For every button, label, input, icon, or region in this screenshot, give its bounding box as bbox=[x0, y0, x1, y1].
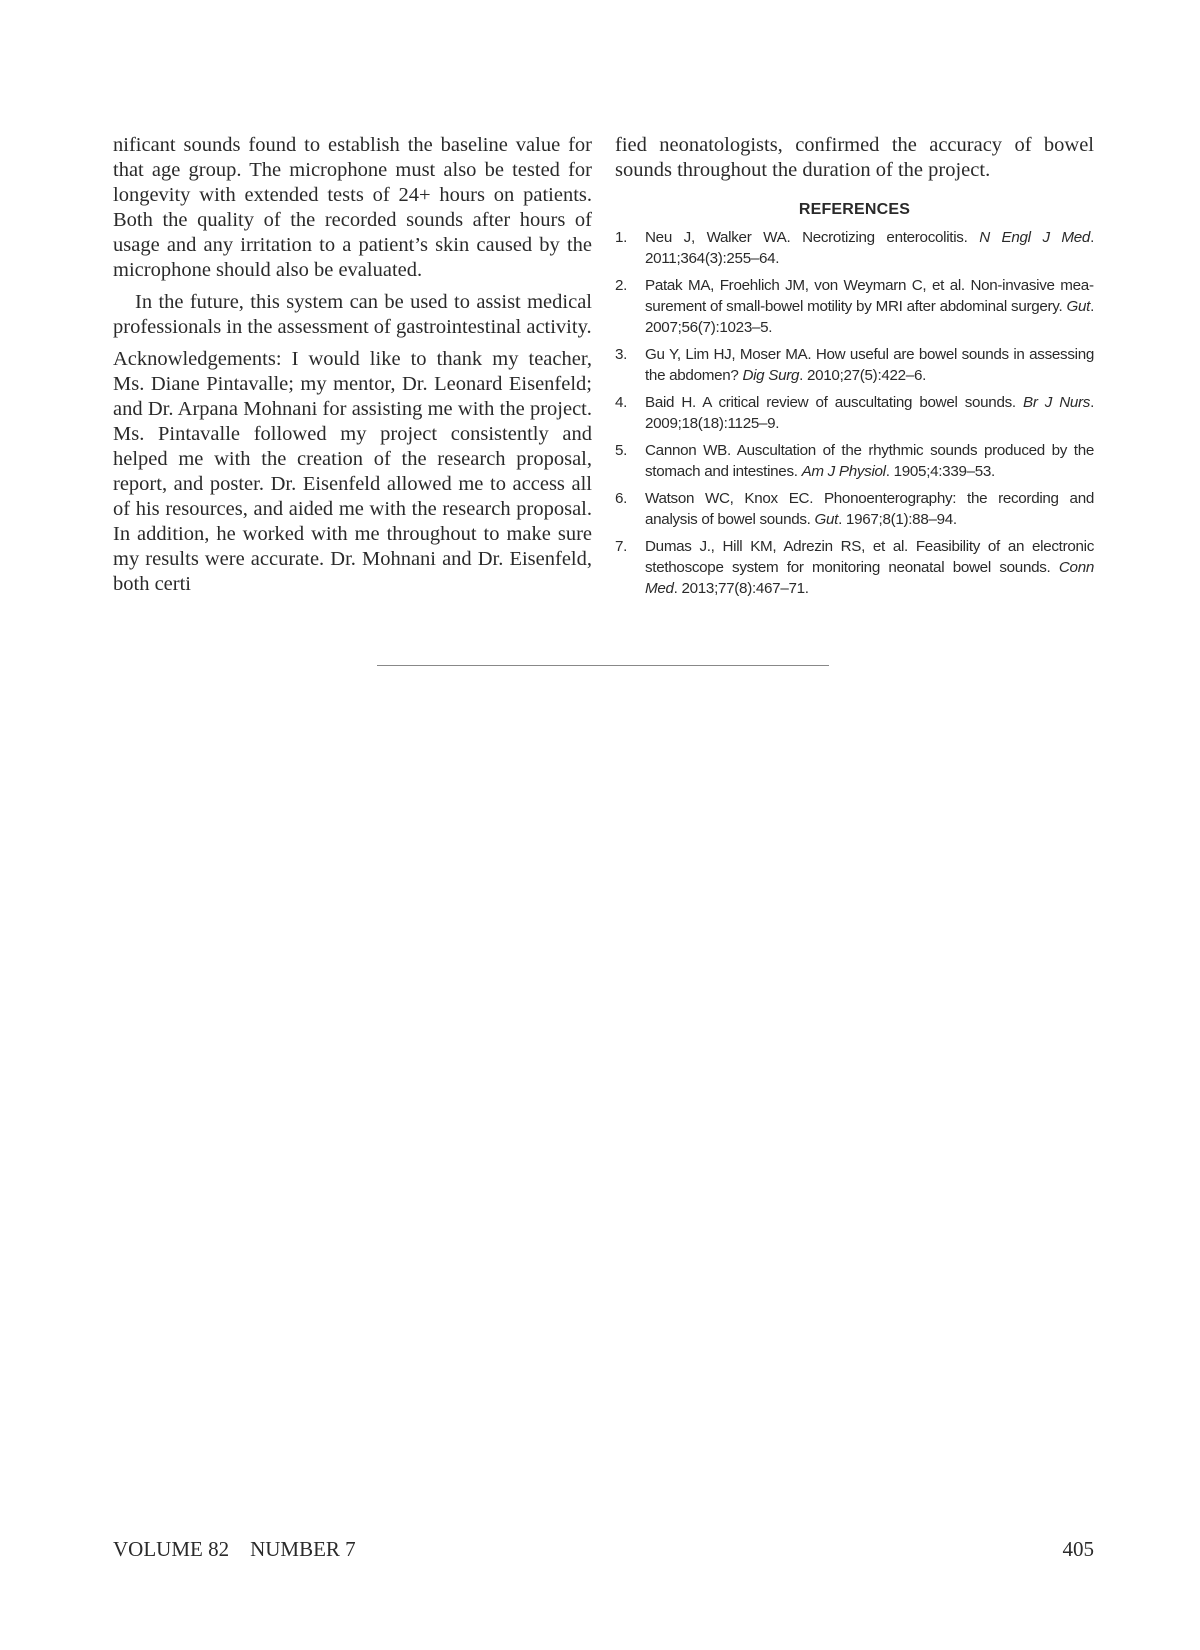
acknowledgements-paragraph: Acknowledgements: I would like to thank my teacher, Ms. Diane Pintavalle; my mentor, Dr. Leonard Eisenfeld; and Dr. Arpana Mohnani for assisting me with the project. Ms. Pintavalle followed my project consistently and helped me with the creation of the research proposal, report, and poster. Dr. Eisenfeld allowed me to access all of his resources, and aided me with the research proposal. In addition, he worked with me throughout to make sure my results were accurate. Dr. Mohnani and Dr. Eisenfeld, both certi bbox=[113, 348, 592, 595]
reference-journal: Conn Med bbox=[645, 559, 1094, 597]
reference-citation: . 2010;27(5):422–6. bbox=[799, 367, 927, 384]
reference-text: Gu Y, Lim HJ, Moser MA. How useful are bowel sounds in assessing the abdomen? bbox=[645, 346, 1094, 384]
left-column bbox=[113, 133, 592, 604]
reference-citation: . 2007;56(7):1023–5. bbox=[645, 298, 1094, 336]
reference-item bbox=[615, 536, 1094, 599]
reference-journal: N Engl J Med bbox=[979, 229, 1091, 246]
page-number: 405 bbox=[1062, 1537, 1094, 1561]
body-paragraph: nificant sounds found to establish the baseline value for that age group. The microphone must also be tested for longevity with extended tests of 24+ hours on patients. Both the quality of the recorded sounds after hours of usage and any irritation to a patient’s skin caused by the microphone should also be evaluated. bbox=[113, 134, 592, 281]
right-column bbox=[615, 133, 1094, 605]
reference-citation: . 2009;18(18):1125–9. bbox=[645, 394, 1094, 432]
reference-number: 6. bbox=[615, 490, 628, 507]
reference-citation: . 2013;77(8):467–71. bbox=[673, 580, 809, 597]
reference-journal: Am J Physiol bbox=[801, 463, 886, 480]
reference-text: Watson WC, Knox EC. Phonoenterography: the recording and analysis of bowel sounds. bbox=[645, 490, 1094, 528]
reference-text: Cannon WB. Auscultation of the rhythmic sounds produced by the stomach and intestines. bbox=[645, 442, 1094, 480]
reference-journal: Gut bbox=[1066, 298, 1091, 315]
reference-number: 4. bbox=[615, 394, 628, 411]
body-paragraph: fied neonatologists, confirmed the accuracy of bowel sounds throughout the duration of the project. bbox=[615, 134, 1094, 181]
reference-item bbox=[615, 275, 1094, 338]
reference-list bbox=[615, 227, 1094, 599]
reference-text: Patak MA, Froehlich JM, von Weymarn C, et al. Non-invasive measurement of small-bowel motility by MRI after abdominal surgery. bbox=[645, 277, 1094, 315]
body-paragraph: In the future, this system can be used to assist medical professionals in the assessment of gastrointestinal activity. bbox=[113, 291, 592, 338]
reference-item bbox=[615, 344, 1094, 386]
reference-number: 2. bbox=[615, 277, 628, 294]
reference-citation: . 1905;4:339–53. bbox=[885, 463, 995, 480]
reference-text: Dumas J., Hill KM, Adrezin RS, et al. Feasibility of an electronic stethoscope system for monitoring neonatal bowel sounds. bbox=[645, 538, 1094, 576]
volume-issue-label: VOLUME 82 NUMBER 7 bbox=[113, 1537, 356, 1561]
reference-text: Baid H. A critical review of auscultating bowel sounds. bbox=[645, 394, 1023, 411]
reference-citation: . 2011;364(3):255–64. bbox=[645, 229, 1094, 267]
reference-citation: . 1967;8(1):88–94. bbox=[838, 511, 957, 528]
reference-item bbox=[615, 227, 1094, 269]
reference-number: 3. bbox=[615, 346, 628, 363]
section-divider bbox=[377, 665, 829, 666]
reference-item bbox=[615, 392, 1094, 434]
reference-item bbox=[615, 488, 1094, 530]
reference-journal: Dig Surg bbox=[742, 367, 800, 384]
reference-journal: Br J Nurs bbox=[1022, 394, 1091, 411]
reference-item bbox=[615, 440, 1094, 482]
reference-journal: Gut bbox=[814, 511, 839, 528]
reference-number: 1. bbox=[615, 229, 628, 246]
reference-number: 7. bbox=[615, 538, 628, 555]
reference-number: 5. bbox=[615, 442, 628, 459]
reference-text: Neu J, Walker WA. Necrotizing enterocolitis. bbox=[645, 229, 980, 246]
references-heading: REFERENCES bbox=[798, 201, 911, 218]
